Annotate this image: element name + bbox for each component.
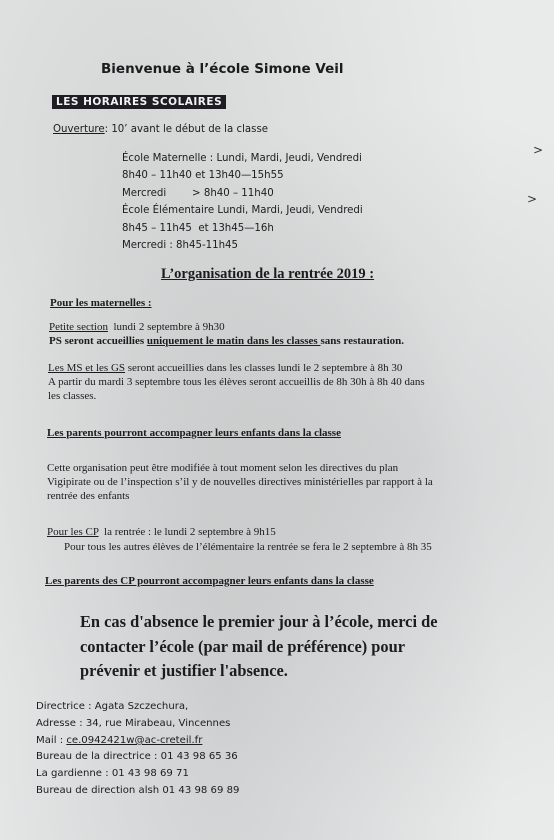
opening-label: Ouverture (53, 124, 105, 135)
mail-label: Mail : (36, 735, 67, 746)
ps-date: lundi 2 septembre à 9h30 (113, 321, 225, 333)
rentree-title: L’organisation de la rentrée 2019 : (161, 266, 375, 282)
ms-label: Les MS et les GS (48, 362, 125, 374)
ps-line-c: le matin dans les classes (203, 335, 321, 347)
schedule-line: Mercredi : 8h45-11h45 (122, 240, 239, 252)
organisation-line: Vigipirate ou de l’inspection s’il y de nouvelles directives ministérielles par rapport à la (47, 476, 433, 488)
absence-line: En cas d'absence le premier jour à l’école, merci de (80, 612, 438, 631)
contact-adresse: Adresse : 34, rue Mirabeau, Vincennes (36, 718, 231, 729)
cp-text: la rentrée : le lundi 2 septembre à 9h15 (98, 526, 276, 538)
cp-label: Pour les CP (47, 526, 99, 538)
contact-gardienne: La gardienne : 01 43 98 69 71 (36, 768, 189, 779)
maternelles-heading: Pour les maternelles : (50, 297, 152, 309)
ms-line-1 (48, 361, 402, 376)
ms-line-3: les classes. (48, 390, 97, 402)
page-title: Bienvenue à l’école Simone Veil (101, 61, 344, 77)
others-line: Pour tous les autres élèves de l’élémentaire la rentrée se fera le 2 septembre à 8h 35 (64, 541, 432, 553)
organisation-line: rentrée des enfants (47, 490, 130, 502)
schedule-block (122, 150, 363, 254)
contact-alsh: Bureau de direction alsh 01 43 98 69 89 (36, 785, 240, 796)
absence-line: contacter l’école (par mail de préférence) pour (80, 637, 405, 656)
ps-date-line (49, 320, 225, 335)
contact-bureau: Bureau de la directrice : 01 43 98 65 36 (36, 751, 238, 762)
ps-line-d: sans restauration. (320, 335, 404, 347)
parents-maternelles: Les parents pourront accompagner leurs enfants dans la classe (47, 427, 341, 439)
ms-text: seront accueillies dans les classes lundi le 2 septembre à 8h 30 (125, 362, 403, 374)
schedule-line: École Élémentaire Lundi, Mardi, Jeudi, Vendredi (122, 205, 363, 217)
absence-line: prévenir et justifier l'absence. (80, 661, 288, 680)
ms-line-2: A partir du mardi 3 septembre tous les élèves seront accueillis de 8h 30h à 8h 40 dans (48, 376, 425, 388)
ps-label: Petite section (49, 321, 108, 333)
cp-line (47, 525, 276, 540)
schedule-line: École Maternelle : Lundi, Mardi, Jeudi, Vendredi (122, 153, 362, 164)
schedule-badge: LES HORAIRES SCOLAIRES (52, 95, 226, 109)
ps-line-b: uniquement (146, 335, 204, 347)
parents-cp: Les parents des CP pourront accompagner leurs enfants dans la classe (45, 575, 374, 587)
organisation-line: Cette organisation peut être modifiée à tout moment selon les directives du plan (47, 462, 399, 474)
contact-mail-line (36, 735, 202, 746)
schedule-line: 8h40 – 11h40 et 13h40—15h55 (122, 170, 284, 182)
ps-line (49, 334, 404, 349)
schedule-line: Mercredi > 8h40 – 11h40 (122, 187, 274, 199)
chevron-right-icon: > (533, 143, 544, 157)
contact-directrice: Directrice : Agata Szczechura, (36, 701, 189, 712)
mail-link[interactable]: ce.0942421w@ac-creteil.fr (66, 735, 203, 746)
ps-line-a: PS seront accueillies (49, 335, 147, 347)
opening-line (53, 124, 268, 135)
schedule-line: 8h45 – 11h45 et 13h45—16h (122, 222, 274, 234)
opening-text: : 10’ avant le début de la classe (104, 124, 269, 135)
chevron-right-icon: > (527, 192, 538, 206)
